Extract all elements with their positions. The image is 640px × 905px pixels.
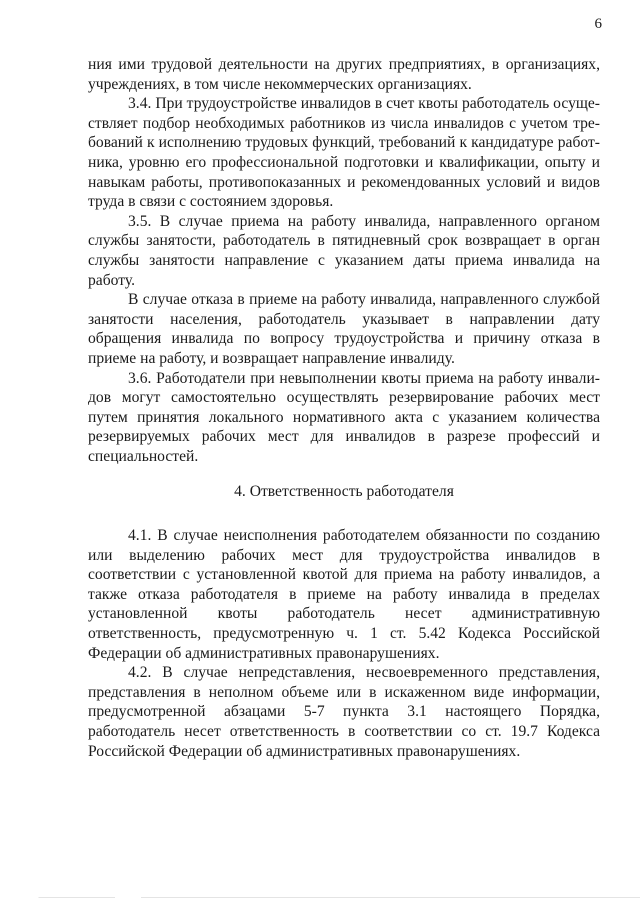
paragraph-3-6: 3.6. Работодатели при невыполнении квоты приема на работу инвалидов могут самостоятельно осуществлять резервирование рабочих мест путем принятия локального нормативного акта с указанием количества резервируемых рабочих мест для инвалидов в разрезе профессий и специальностей. [88,369,600,465]
paragraph-3-5-refusal: В случае отказа в приеме на работу инвалида, направленного службой занятости населения, работодатель указывает в направлении дату обращения инвалида по вопросу трудоустройства и причину отказа в приеме на работу, и возвращает направление инвалиду. [88,291,600,367]
paragraph-4-2: 4.2. В случае непредставления, несвоевременного представления, представления в неполном объеме или в искаженном виде информации, предусмотренной абзацами 5-7 пункта 3.1 настоящего Порядка, работодатель несет ответственность в соответствии со ст. 19.7 Кодекса Российской Федерации об административных правонарушениях. [88,664,600,760]
section-title: 4. Ответственность работодателя [234,483,454,501]
paragraph-4-1: 4.1. В случае неисполнения работодателем обязанности по созданию или выделению рабочих мест для трудоустройства инвалидов в соответствии с установленной квотой для приема на работу инвалидов, а также отказа работодателя в приеме на работу инвалида в пределах установленной квоты работодатель несет административную ответственность, предусмотренную ч. 1 ст. 5.42 Кодекса Российской Федерации об административных правонарушениях. [88,527,600,662]
document-body [88,55,600,761]
paragraph-continuation: ния ими трудовой деятельности на других предприятиях, в организациях, учреждениях, в том числе некоммерческих организациях. [88,56,600,93]
page-number: 6 [594,16,602,32]
paragraph-3-4: 3.4. При трудоустройстве инвалидов в счет квоты работодатель осуществляет подбор необходимых работников из числа инвалидов с учетом требований к исполнению трудовых функций, требований к кандидатуре работника, уровню его профессиональной подготовки и квалификации, опыту и навыкам работы, противопоказанных и рекомендованных условий и видов труда в связи с состоянием здоровья. [88,95,600,211]
paragraph-3-5: 3.5. В случае приема на работу инвалида, направленного органом службы занятости, работодатель в пятидневный срок возвращает в орган службы занятости направление с указанием даты приема инвалида на работу. [88,212,600,289]
scan-edge-divider [0,897,640,898]
